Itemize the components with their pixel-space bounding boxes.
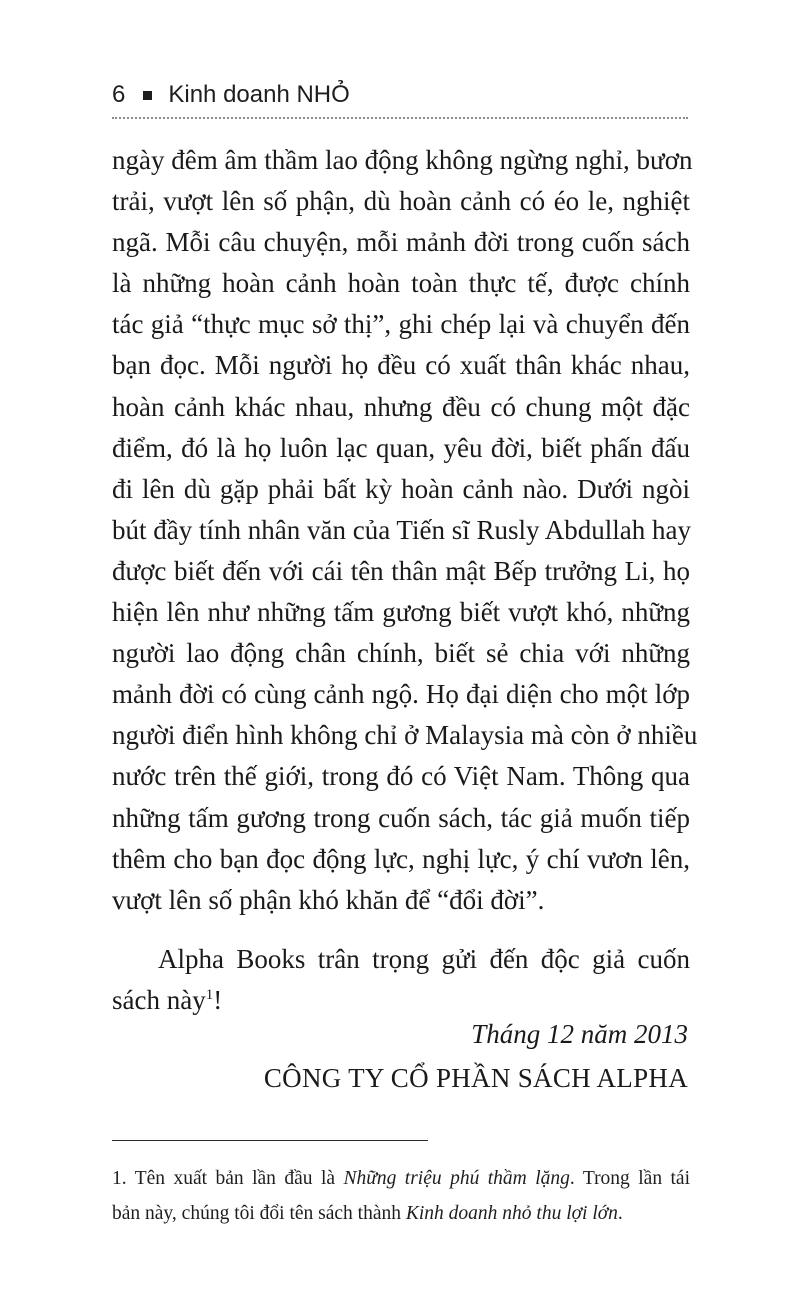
text-line: bút đầy tính nhân văn của Tiến sĩ Rusly Abdullah hay [112,514,691,545]
text-line: thêm cho bạn đọc động lực, nghị lực, ý chí vươn lên, [112,843,690,874]
signature-company: CÔNG TY CỔ PHẦN SÁCH ALPHA [263,1063,688,1093]
text-line: bạn đọc. Mỗi người họ đều có xuất thân khác nhau, [112,350,690,381]
text-line: người lao động chân chính, biết sẻ chia với những [112,638,690,669]
signature-block [264,1012,688,1100]
footnote-line [112,1196,690,1231]
square-bullet-icon [143,91,152,100]
text-line: nước trên thế giới, trong đó có Việt Nam. Thông qua [112,761,690,792]
text-fragment: bản này, chúng tôi đổi tên sách thành [112,1203,406,1224]
text-line: đi lên dù gặp phải bất kỳ hoàn cảnh nào. Dưới ngòi [112,473,690,504]
text-fragment: . [617,1203,623,1224]
signature-date: Tháng 12 năm 2013 [471,1019,688,1049]
text-line: hiện lên như những tấm gương biết vượt khó, những [112,597,690,628]
running-header [112,78,350,112]
header-dotted-rule [112,117,688,119]
paragraph-1 [112,140,698,921]
text-line: Alpha Books trân trọng gửi đến độc giả cuốn [158,943,690,974]
footnote-line [112,1161,690,1196]
text-line: người điển hình không chỉ ở Malaysia mà còn ở nhiều [112,720,698,751]
footnote-rule [112,1140,428,1141]
original-book-title: Những triệu phú thầm lặng [343,1168,570,1189]
text-line: mảnh đời có cùng cảnh ngộ. Họ đại diện cho một lớp [112,679,690,710]
running-title: Kinh doanh NHỎ [168,81,350,108]
text-fragment: ! [213,984,223,1015]
text-line: những tấm gương trong cuốn sách, tác giả muốn tiếp [112,802,690,833]
new-book-title: Kinh doanh nhỏ thu lợi lớn [405,1203,618,1224]
page-number: 6 [112,81,126,108]
text-fragment: . Trong lần tái [569,1168,691,1189]
footnote-marker: 1 [205,986,214,1003]
text-line: tác giả “thực mục sở thị”, ghi chép lại và chuyển đến [112,309,690,340]
text-line: ngã. Mỗi câu chuyện, mỗi mảnh đời trong cuốn sách [112,227,690,258]
text-line: ngày đêm âm thầm lao động không ngừng nghỉ, bươn [112,145,693,175]
text-line: vượt lên số phận khó khăn để “đổi đời”. [112,884,545,915]
text-fragment: 1. Tên xuất bản lần đầu là [112,1168,344,1189]
footnote [112,1161,690,1231]
text-line: trải, vượt lên số phận, dù hoàn cảnh có éo le, nghiệt [112,186,690,217]
body-text [112,140,698,1021]
text-line: là những hoàn cảnh hoàn toàn thực tế, được chính [112,268,690,299]
text-fragment: sách này [112,984,206,1015]
text-line: điểm, đó là họ luôn lạc quan, yêu đời, biết phấn đấu [112,432,690,463]
text-line: hoàn cảnh khác nhau, nhưng đều có chung một đặc [112,391,690,422]
text-line: được biết đến với cái tên thân mật Bếp trưởng Li, họ [112,555,690,586]
paragraph-2 [112,939,690,1021]
